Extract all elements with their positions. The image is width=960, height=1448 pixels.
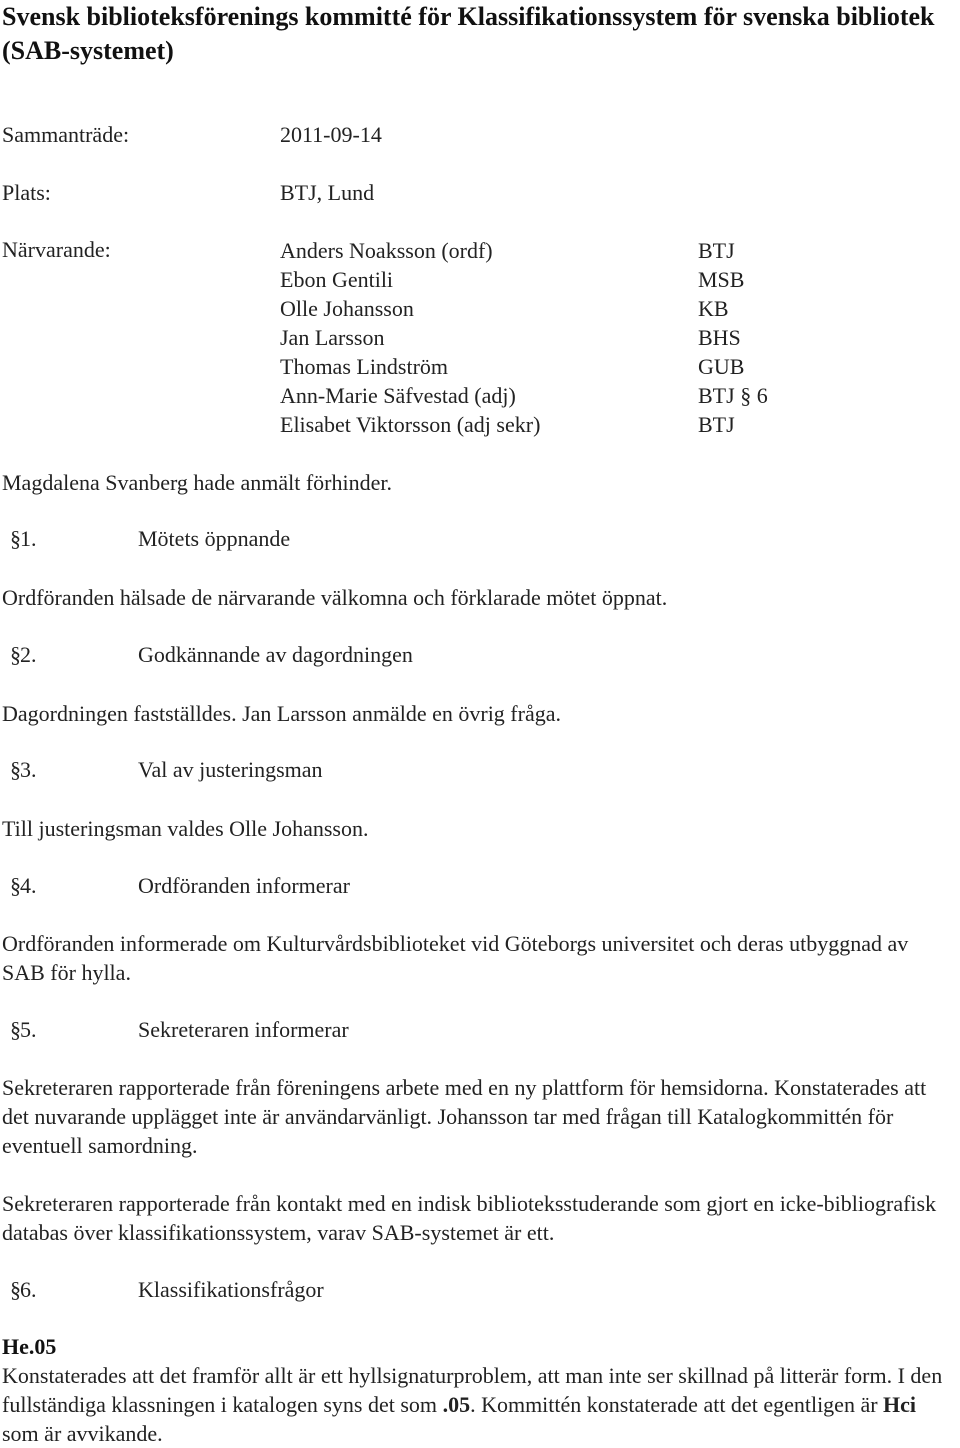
section-2-text: Dagordningen fastställdes. Jan Larsson anmälde en övrig fråga. xyxy=(2,701,561,726)
section-symbol: § xyxy=(10,757,21,782)
section-title: Godkännande av dagordningen xyxy=(138,642,413,667)
attendee-row xyxy=(280,294,800,323)
section-6-text-part-3: som är avvikande. xyxy=(2,1421,163,1446)
meeting-place-label: Plats: xyxy=(2,180,51,205)
attendee-row xyxy=(280,265,800,294)
section-3-text: Till justeringsman valdes Olle Johansson. xyxy=(2,816,369,841)
attendee-name: Anders Noaksson (ordf) xyxy=(280,238,493,263)
attendee-org: BTJ xyxy=(698,412,735,437)
attendee-name: Olle Johansson xyxy=(280,296,414,321)
section-symbol: § xyxy=(10,873,21,898)
section-number: 4. xyxy=(20,873,37,898)
attendee-org: KB xyxy=(698,296,729,321)
section-5-text-1: Sekreteraren rapporterade från föreningens arbete med en ny plattform för hemsidorna. Konstaterades att det nuvarande upplägget inte är användarvänligt. Johansson tar med frågan till Katalogkommittén för eventuell samordning. xyxy=(2,1075,927,1158)
attendee-row xyxy=(280,381,800,410)
section-6-text-part-2: . Kommittén konstaterade att det egentligen är xyxy=(470,1392,884,1417)
section-6-text xyxy=(2,1361,954,1448)
attendee-list xyxy=(280,236,800,439)
section-symbol: § xyxy=(10,1277,21,1302)
section-6-bold-code-1: .05 xyxy=(442,1392,471,1417)
section-number: 6. xyxy=(20,1277,37,1302)
attendees-label: Närvarande: xyxy=(2,237,111,262)
section-symbol: § xyxy=(740,383,752,408)
section-number: 1. xyxy=(20,526,37,551)
section-title: Klassifikationsfrågor xyxy=(138,1277,324,1302)
section-title: Ordföranden informerar xyxy=(138,873,350,898)
classification-subheading: He.05 xyxy=(2,1334,57,1359)
section-number: 5. xyxy=(20,1017,37,1042)
section-4-text: Ordföranden informerade om Kulturvårdsbiblioteket vid Göteborgs universitet och deras utbyggnad av SAB för hylla. xyxy=(2,931,909,985)
section-symbol: § xyxy=(10,526,21,551)
section-number: 2. xyxy=(20,642,37,667)
attendee-name: Ebon Gentili xyxy=(280,267,394,292)
document-title: Svensk biblioteksförenings kommitté för Klassifikationssystem för svenska bibliotek (SAB-systemet) xyxy=(2,2,935,65)
section-6-text-part-1: Konstaterades att det framför allt är ett hyllsignaturproblem, att man inte ser skillnad på litterär form. I den fullständiga klassningen i katalogen syns det som xyxy=(2,1363,943,1417)
attendee-org: BTJ xyxy=(698,238,735,263)
section-5-text-2: Sekreteraren rapporterade från kontakt med en indisk biblioteksstuderande som gjort en icke-bibliografisk databas över klassifikationssystem, varav SAB-systemet är ett. xyxy=(2,1191,937,1245)
section-symbol: § xyxy=(10,642,21,667)
attendee-org: BHS xyxy=(698,325,741,350)
meeting-date-value: 2011-09-14 xyxy=(280,122,382,147)
meeting-date-label: Sammanträde: xyxy=(2,122,130,147)
attendee-org: GUB xyxy=(698,354,745,379)
absence-note: Magdalena Svanberg hade anmält förhinder. xyxy=(2,470,392,495)
section-6-bold-code-2: Hci xyxy=(883,1392,917,1417)
section-title: Mötets öppnande xyxy=(138,526,291,551)
attendee-note: 6 xyxy=(756,383,768,408)
section-title: Sekreteraren informerar xyxy=(138,1017,349,1042)
attendee-org-text: BTJ xyxy=(698,383,735,408)
attendee-name: Jan Larsson xyxy=(280,325,385,350)
meeting-place-value: BTJ, Lund xyxy=(280,180,375,205)
attendee-name: Thomas Lindström xyxy=(280,354,449,379)
section-symbol: § xyxy=(10,1017,21,1042)
section-number: 3. xyxy=(20,757,37,782)
attendee-row xyxy=(280,410,800,439)
attendee-name: Ann-Marie Säfvestad (adj) xyxy=(280,383,516,408)
section-1-text: Ordföranden hälsade de närvarande välkomna och förklarade mötet öppnat. xyxy=(2,585,668,610)
attendee-name: Elisabet Viktorsson (adj sekr) xyxy=(280,412,541,437)
attendee-row xyxy=(280,236,800,265)
attendee-row xyxy=(280,323,800,352)
section-title: Val av justeringsman xyxy=(138,757,323,782)
attendee-org xyxy=(698,381,768,410)
attendee-org: MSB xyxy=(698,267,745,292)
attendee-row xyxy=(280,352,800,381)
